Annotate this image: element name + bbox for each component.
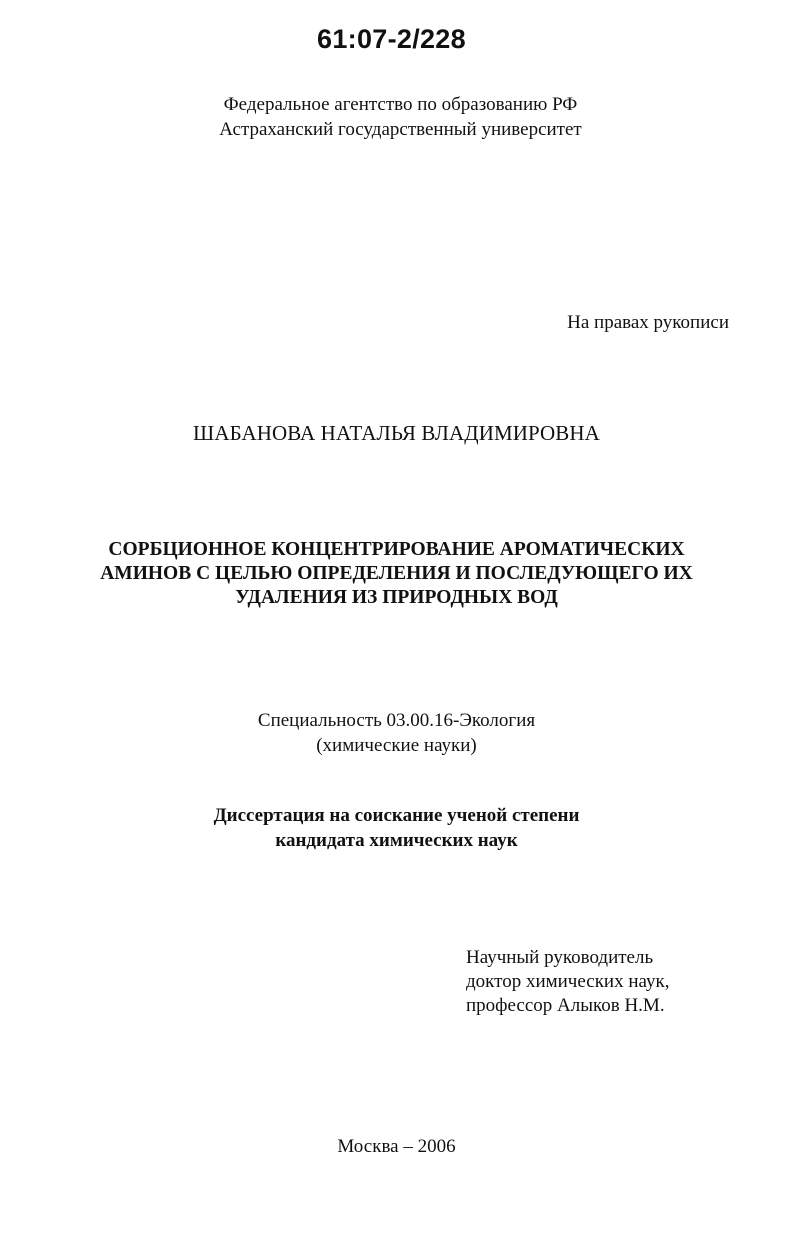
agency-name: Федеральное агентство по образованию РФ xyxy=(223,94,578,115)
supervisor-role: Научный руководитель xyxy=(466,947,654,968)
place-year: Москва – 2006 xyxy=(337,1136,456,1157)
title-line-3: УДАЛЕНИЯ ИЗ ПРИРОДНЫХ ВОД xyxy=(235,587,558,608)
organization-block xyxy=(0,92,793,142)
title-line-2: АМИНОВ С ЦЕЛЬЮ ОПРЕДЕЛЕНИЯ И ПОСЛЕДУЮЩЕГО ИХ xyxy=(100,563,693,584)
degree-block xyxy=(0,803,793,853)
catalog-code xyxy=(0,24,793,55)
manuscript-note: На правах рукописи xyxy=(567,312,729,333)
university-name: Астраханский государственный университет xyxy=(219,119,582,140)
supervisor-block xyxy=(466,946,669,1018)
catalog-code-text: 61:07-2/228 xyxy=(317,24,466,54)
specialty-code: Специальность 03.00.16-Экология xyxy=(257,710,536,731)
specialty-block xyxy=(0,708,793,758)
title-line-1: СОРБЦИОННОЕ КОНЦЕНТРИРОВАНИЕ АРОМАТИЧЕСКИХ xyxy=(108,539,685,560)
author-name: ШАБАНОВА НАТАЛЬЯ ВЛАДИМИРОВНА xyxy=(193,421,600,445)
dissertation-title xyxy=(0,538,793,610)
supervisor-degree: доктор химических наук, xyxy=(466,971,670,992)
degree-line-2: кандидата химических наук xyxy=(275,830,518,851)
degree-line-1: Диссертация на соискание ученой степени xyxy=(213,805,580,826)
specialty-field: (химические науки) xyxy=(316,735,477,756)
supervisor-name: профессор Алыков Н.М. xyxy=(466,995,665,1016)
